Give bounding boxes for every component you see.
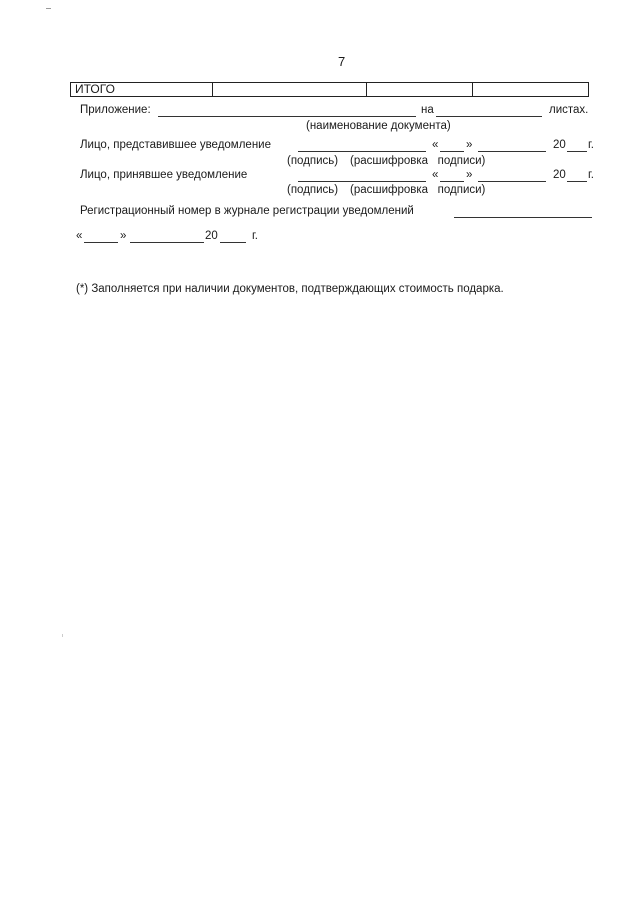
receiver-hint-decoding: (расшифровка подписи)	[350, 184, 486, 196]
attachment-sheets-label: листах.	[549, 104, 589, 116]
receiver-quote-close: »	[466, 169, 473, 181]
submitter-year-suffix: г.	[588, 139, 594, 151]
receiver-label: Лицо, принявшее уведомление	[80, 169, 248, 181]
receiver-signature-field[interactable]	[298, 170, 426, 182]
date-quote-open: «	[76, 230, 83, 242]
attachment-name-field[interactable]	[158, 105, 416, 117]
attachment-label: Приложение:	[80, 104, 151, 116]
submitter-year-prefix: 20	[553, 139, 566, 151]
total-cell	[367, 83, 473, 97]
date-quote-close: »	[120, 230, 127, 242]
total-table	[70, 82, 589, 97]
scan-artifact	[62, 634, 63, 637]
receiver-hint-signature: (подпись)	[287, 184, 339, 196]
date-year-field[interactable]	[220, 231, 246, 243]
date-year-prefix: 20	[205, 230, 218, 242]
total-cell	[213, 83, 367, 97]
attachment-hint: (наименование документа)	[306, 120, 451, 132]
page-number: 7	[338, 54, 346, 69]
receiver-year-field[interactable]	[567, 170, 587, 182]
total-cell	[473, 83, 589, 97]
submitter-hint-signature: (подпись)	[287, 155, 339, 167]
scan-artifact	[46, 8, 51, 9]
total-row	[71, 83, 589, 97]
receiver-year-prefix: 20	[553, 169, 566, 181]
submitter-year-field[interactable]	[567, 140, 587, 152]
date-month-field[interactable]	[130, 231, 204, 243]
attachment-on-label: на	[421, 104, 434, 116]
submitter-quote-close: »	[466, 139, 473, 151]
receiver-quote-open: «	[432, 169, 439, 181]
submitter-day-field[interactable]	[440, 140, 464, 152]
date-day-field[interactable]	[84, 231, 118, 243]
attachment-sheets-field[interactable]	[436, 105, 542, 117]
submitter-hint-decoding: (расшифровка подписи)	[350, 155, 486, 167]
receiver-month-field[interactable]	[478, 170, 546, 182]
submitter-month-field[interactable]	[478, 140, 546, 152]
total-label: ИТОГО	[71, 83, 213, 97]
receiver-day-field[interactable]	[440, 170, 464, 182]
submitter-signature-field[interactable]	[298, 140, 426, 152]
footnote: (*) Заполняется при наличии документов, подтверждающих стоимость подарка.	[76, 283, 504, 295]
submitter-quote-open: «	[432, 139, 439, 151]
submitter-label: Лицо, представившее уведомление	[80, 139, 271, 151]
registration-label: Регистрационный номер в журнале регистрации уведомлений	[80, 205, 414, 217]
receiver-year-suffix: г.	[588, 169, 594, 181]
date-year-suffix: г.	[252, 230, 258, 242]
registration-number-field[interactable]	[454, 206, 592, 218]
